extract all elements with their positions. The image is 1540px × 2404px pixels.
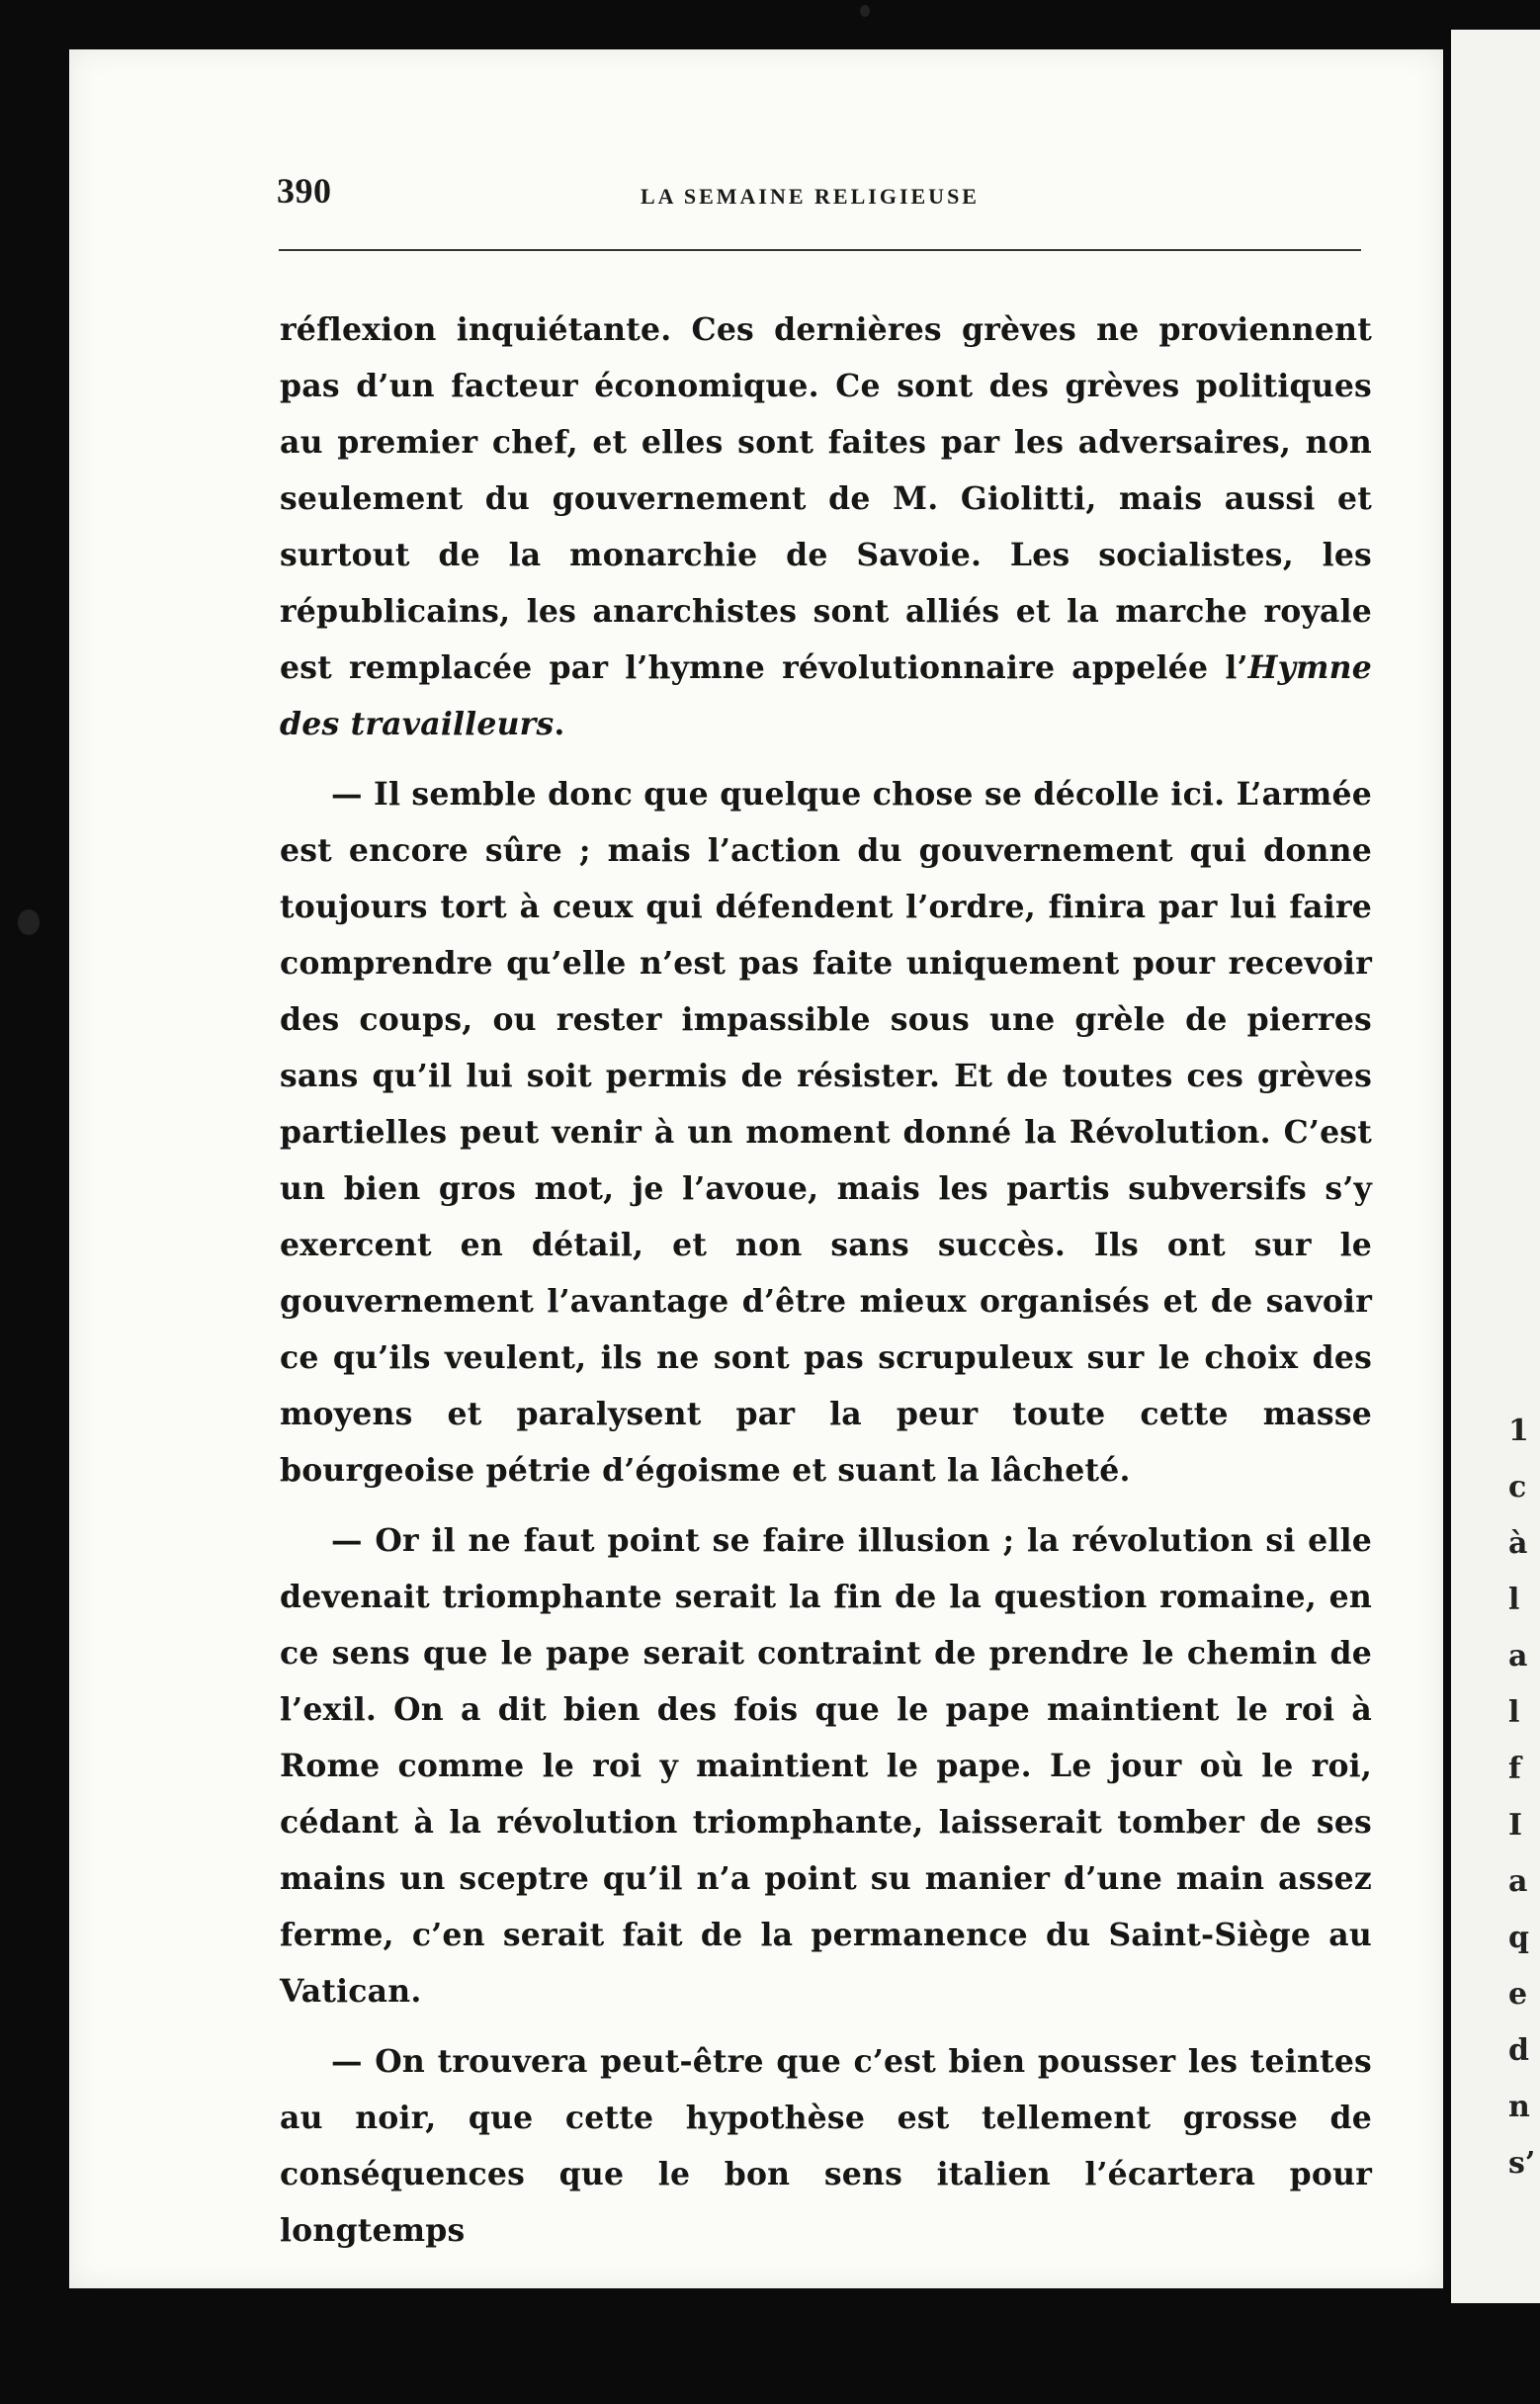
- paragraph-1-text: réflexion inquiétante. Ces dernières grèves ne proviennent pas d’un facteur économique. Ce sont des grèves politiques au premier chef, et elles sont faites par les adversaires, non seulement du gouvernement de M. Giolitti, mais aussi et surtout de la monarchie de Savoie. Les socialistes, les républicains, les anarchistes sont alliés et la marche royale est remplacée par l’hymne révolutionnaire appelée l’: [280, 311, 1372, 686]
- paragraph-1-end: .: [554, 706, 565, 742]
- paragraph-1: [280, 301, 1372, 752]
- facing-page-edge: [1451, 30, 1540, 2303]
- italic-title: Hymne des travailleurs: [280, 649, 1372, 742]
- header-rule: [279, 249, 1361, 251]
- scan-speck: [18, 909, 40, 935]
- facing-page-letter: I: [1508, 1808, 1523, 1843]
- facing-page-letter: a: [1508, 1864, 1528, 1899]
- facing-page-letter: e: [1508, 1977, 1528, 2012]
- facing-page-letter: q: [1508, 1921, 1529, 1955]
- page-number: 390: [277, 171, 332, 211]
- paragraph-4: — On trouvera peut-être que c’est bien pousser les teintes au noir, que cette hypothèse est tellement grosse de conséquences que le bon sens italien l’écartera pour longtemps: [280, 2043, 1372, 2249]
- facing-page-letter: 1: [1508, 1414, 1529, 1448]
- facing-page-letter: f: [1508, 1752, 1521, 1786]
- facing-page-letter: n: [1508, 2090, 1530, 2124]
- facing-page-letter: l: [1508, 1583, 1520, 1617]
- running-title: LA SEMAINE RELIGIEUSE: [641, 184, 980, 209]
- facing-page-letter: à: [1508, 1526, 1528, 1561]
- facing-page-letter: c: [1508, 1470, 1527, 1504]
- scan-speck: [860, 5, 870, 17]
- facing-page-letter: a: [1508, 1639, 1528, 1674]
- body-text: [280, 301, 1372, 2259]
- paragraph-2: — Il semble donc que quelque chose se décolle ici. L’armée est encore sûre ; mais l’action du gouvernement qui donne toujours tort à ceux qui défendent l’ordre, finira par lui faire comprendre qu’elle n’est pas faite uniquement pour recevoir des coups, ou rester impassible sous une grèle de pierres sans qu’il lui soit permis de résister. Et de toutes ces grèves partielles peut venir à un moment donné la Révolution. C’est un bien gros mot, je l’avoue, mais les partis subversifs s’y exercent en détail, et non sans succès. Ils ont sur le gouvernement l’avantage d’être mieux organisés et de savoir ce qu’ils veulent, ils ne sont pas scrupuleux sur le choix des moyens et paralysent par la peur toute cette masse bourgeoise pétrie d’égoisme et suant la lâcheté.: [280, 776, 1372, 1489]
- facing-page-letter: s’: [1508, 2146, 1536, 2181]
- facing-page-letter: l: [1508, 1695, 1520, 1730]
- paragraph-3: — Or il ne faut point se faire illusion ; la révolution si elle devenait triomphante serait la fin de la question romaine, en ce sens que le pape serait contraint de prendre le chemin de l’exil. On a dit bien des fois que le pape maintient le roi à Rome comme le roi y maintient le pape. Le jour où le roi, cédant à la révolution triomphante, laisserait tomber de ses mains un sceptre qu’il n’a point su manier d’une main assez ferme, c’en serait fait de la permanence du Saint-Siège au Vatican.: [280, 1522, 1372, 2010]
- facing-page-letter: d: [1508, 2033, 1529, 2068]
